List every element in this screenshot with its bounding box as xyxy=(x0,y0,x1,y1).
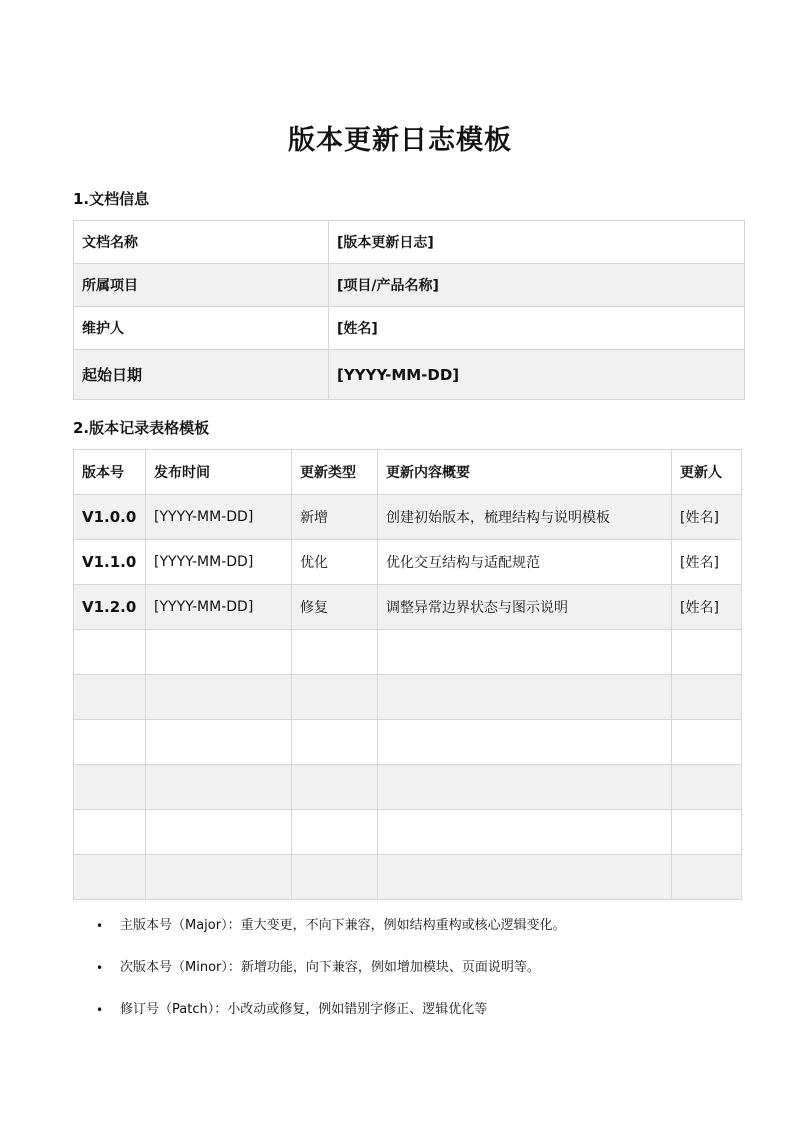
table-row-empty xyxy=(74,630,742,675)
empty-cell xyxy=(378,630,672,675)
empty-cell xyxy=(292,765,378,810)
info-value: [姓名] xyxy=(329,307,745,350)
cell-author: [姓名] xyxy=(672,495,742,540)
table-row xyxy=(74,585,742,630)
note-text-major: 主版本号（Major）：重大变更，不向下兼容，例如结构重构或核心逻辑变化。 xyxy=(120,918,566,933)
table-row xyxy=(74,540,742,585)
empty-cell xyxy=(74,855,146,900)
cell-version: V1.2.0 xyxy=(74,585,146,630)
table-row-empty xyxy=(74,675,742,720)
empty-cell xyxy=(74,630,146,675)
note-text-patch: 修订号（Patch）：小改动或修复，例如错别字修正、逻辑优化等 xyxy=(120,1002,488,1017)
empty-cell xyxy=(146,675,292,720)
empty-cell xyxy=(146,630,292,675)
list-item xyxy=(96,1000,566,1042)
empty-cell xyxy=(672,810,742,855)
info-value: [YYYY-MM-DD] xyxy=(329,350,745,400)
page-title: 版本更新日志模板 xyxy=(288,125,512,156)
cell-author: [姓名] xyxy=(672,585,742,630)
empty-cell xyxy=(292,720,378,765)
empty-cell xyxy=(378,855,672,900)
table-row-empty xyxy=(74,720,742,765)
info-label: 维护人 xyxy=(74,307,329,350)
cell-type: 新增 xyxy=(292,495,378,540)
empty-cell xyxy=(74,810,146,855)
empty-cell xyxy=(292,630,378,675)
cell-summary: 优化交互结构与适配规范 xyxy=(378,540,672,585)
table-header-row xyxy=(74,450,742,495)
cell-author: [姓名] xyxy=(672,540,742,585)
bullet-icon: • xyxy=(96,1003,104,1017)
cell-type: 优化 xyxy=(292,540,378,585)
section-heading-version-table: 2.版本记录表格模板 xyxy=(73,419,210,437)
cell-version: V1.0.0 xyxy=(74,495,146,540)
empty-cell xyxy=(146,810,292,855)
table-row xyxy=(74,495,742,540)
table-row-empty xyxy=(74,810,742,855)
cell-version: V1.1.0 xyxy=(74,540,146,585)
empty-cell xyxy=(74,765,146,810)
header-release-date: 发布时间 xyxy=(146,450,292,495)
table-row-empty xyxy=(74,855,742,900)
empty-cell xyxy=(74,675,146,720)
empty-cell xyxy=(672,765,742,810)
empty-cell xyxy=(378,810,672,855)
info-label: 文档名称 xyxy=(74,221,329,264)
info-value: [版本更新日志] xyxy=(329,221,745,264)
empty-cell xyxy=(378,720,672,765)
empty-cell xyxy=(74,720,146,765)
header-summary: 更新内容概要 xyxy=(378,450,672,495)
info-row-doc-name xyxy=(74,221,745,264)
empty-cell xyxy=(672,675,742,720)
info-row-start-date xyxy=(74,350,745,400)
cell-date: [YYYY-MM-DD] xyxy=(146,540,292,585)
empty-cell xyxy=(378,675,672,720)
empty-cell xyxy=(672,720,742,765)
section-heading-document-info: 1.文档信息 xyxy=(73,190,150,208)
header-update-type: 更新类型 xyxy=(292,450,378,495)
info-label: 起始日期 xyxy=(74,350,329,400)
empty-cell xyxy=(146,765,292,810)
info-label: 所属项目 xyxy=(74,264,329,307)
bullet-icon: • xyxy=(96,919,104,933)
info-row-project xyxy=(74,264,745,307)
cell-date: [YYYY-MM-DD] xyxy=(146,495,292,540)
document-info-table xyxy=(73,220,745,400)
empty-cell xyxy=(146,855,292,900)
header-author: 更新人 xyxy=(672,450,742,495)
cell-date: [YYYY-MM-DD] xyxy=(146,585,292,630)
bullet-icon: • xyxy=(96,961,104,975)
info-row-maintainer xyxy=(74,307,745,350)
empty-cell xyxy=(292,675,378,720)
empty-cell xyxy=(146,720,292,765)
cell-summary: 调整异常边界状态与图示说明 xyxy=(378,585,672,630)
empty-cell xyxy=(672,630,742,675)
empty-cell xyxy=(378,765,672,810)
version-record-table xyxy=(73,449,742,900)
empty-cell xyxy=(292,810,378,855)
version-notes-list xyxy=(96,916,566,1042)
list-item xyxy=(96,958,566,1000)
cell-type: 修复 xyxy=(292,585,378,630)
info-value: [项目/产品名称] xyxy=(329,264,745,307)
list-item xyxy=(96,916,566,958)
cell-summary: 创建初始版本，梳理结构与说明模板 xyxy=(378,495,672,540)
table-row-empty xyxy=(74,765,742,810)
note-text-minor: 次版本号（Minor）：新增功能，向下兼容，例如增加模块、页面说明等。 xyxy=(120,960,540,975)
empty-cell xyxy=(292,855,378,900)
header-version: 版本号 xyxy=(74,450,146,495)
empty-cell xyxy=(672,855,742,900)
